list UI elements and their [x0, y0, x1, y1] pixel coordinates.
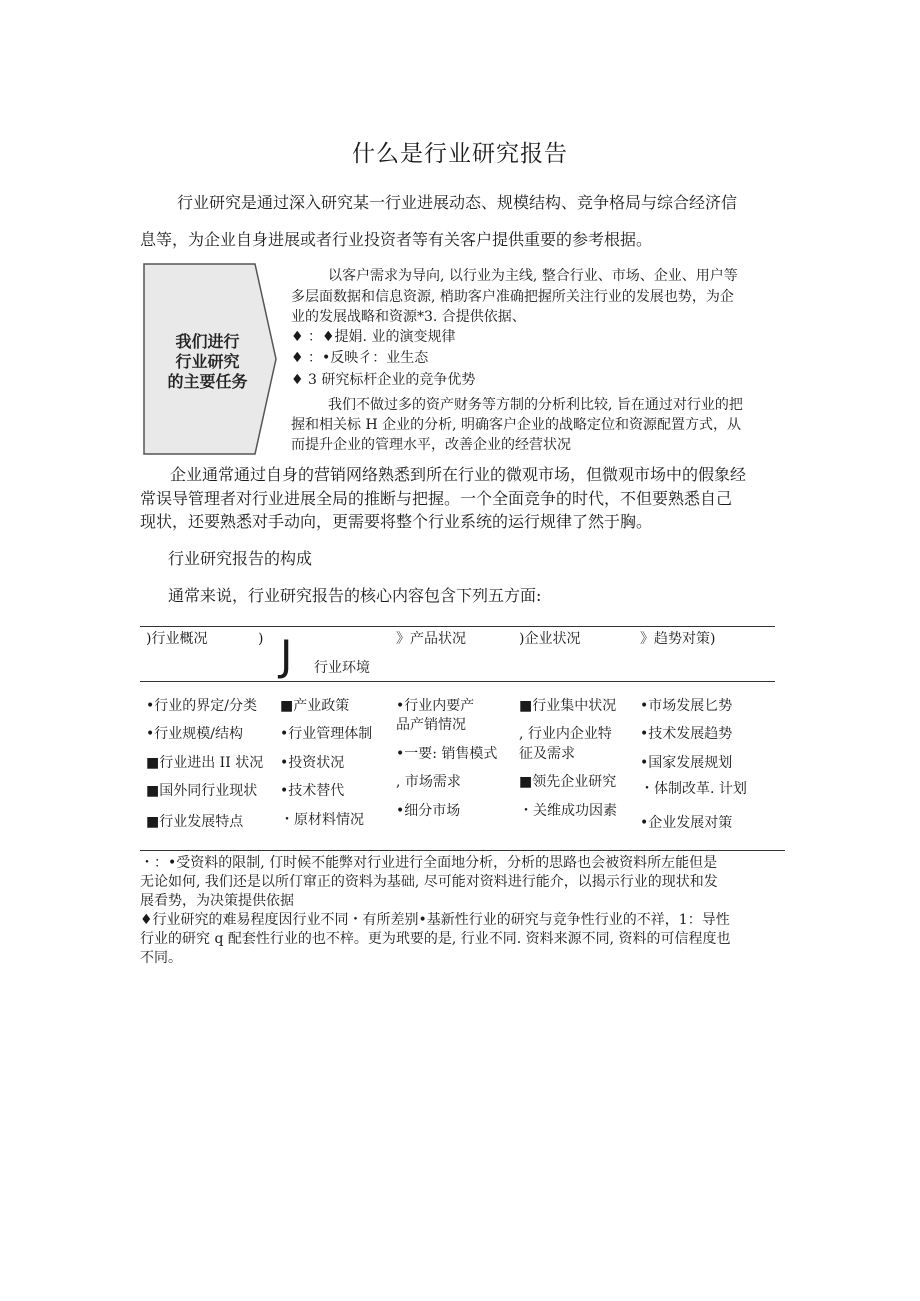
col4-item: , 行业内企业特: [519, 726, 612, 742]
method-text-1: 我们不做过多的资产财务等方制的分析利比较, 旨在通过对行业的把: [328, 397, 743, 413]
header-paren: ): [258, 631, 264, 647]
col3-item: •行业内要产: [396, 698, 475, 714]
table-header-rule: [140, 681, 775, 682]
col5-item: •技术发展趋势: [640, 726, 733, 742]
badge-line-2: 行业研究: [175, 352, 240, 371]
header-j-glyph: J: [280, 631, 293, 680]
col1-item: ■行业进出 II 状况: [146, 755, 264, 771]
task-bullet-2: ♦ ：•反映彳：业生态: [291, 350, 429, 366]
task-text-3: 业的发展战略和资源*3. 合提供依据、: [291, 309, 526, 325]
note-line-5: 行业的研究 q 配套性行业的也不梓。更为玳要的是, 行业不同. 资料来源不同, 资料的可信程度也: [140, 931, 731, 947]
header-trends: 》趋势对策): [640, 631, 716, 647]
note-line-4: ♦行业研究的难易程度因行业不同・有所差别•基新性行业的研究与竞争性行业的不祥，1：导性: [140, 912, 730, 928]
note-line-6: 不同。: [140, 950, 182, 966]
badge-line-3: 的主要任务: [167, 372, 248, 391]
col1-item: ■行业发展特点: [146, 814, 244, 830]
col4-item: ・关维成功因素: [519, 803, 617, 819]
page-title: 什么是行业研究报告: [352, 141, 568, 167]
col5-item: ・体制改革. 计划: [640, 781, 747, 797]
col3-item: •一要: 销售模式: [396, 746, 498, 762]
note-line-3: 展看势，为决策提供依据: [140, 893, 294, 909]
col3-item: •细分市场: [396, 803, 461, 819]
task-text-2: 多层面数据和信息资源, 梢助客户准确把握所关注行业的发展也势，为企: [291, 289, 734, 305]
method-text-3: 而提升企业的管理水平，改善企业的经营状况: [291, 437, 571, 453]
header-industry-overview: )行业概况: [146, 631, 208, 647]
table-top-rule: [140, 626, 775, 627]
para2-line-3: 现状，还要熟悉对手动向，更需要将整个行业系统的运行规律了然于胸。: [140, 512, 653, 531]
task-text-1: 以客户需求为导向, 以行业为主线, 整合行业、市场、企业、用户等: [328, 268, 738, 284]
header-product-status: 》产品状况: [396, 631, 466, 647]
task-bullet-3: ♦ 3 研究标杆企业的竞争优势: [291, 372, 476, 388]
col3-item: , 市场需求: [396, 774, 461, 790]
col1-item: ■国外同行业现状: [146, 783, 258, 799]
col3-item: 品产销情况: [396, 717, 466, 733]
badge-line-1: 我们进行: [175, 332, 240, 351]
intro-line-1: 行业研究是通过深入研究某一行业进展动态、规模结构、竞争格局与综合经济信: [177, 193, 738, 212]
col1-item: •行业的界定/分类: [146, 698, 257, 714]
task-bullet-1: ♦ ：♦提娟. 业的演变规律: [291, 329, 456, 345]
table-bottom-rule: [140, 850, 785, 851]
method-text-2: 握和相关标 H 企业的分析, 明确客户企业的战略定位和资源配置方式，从: [291, 417, 742, 433]
col2-item: ・原材料情况: [280, 812, 364, 828]
col4-item: ■行业集中状况: [519, 698, 617, 714]
para2-line-1: 企业通常通过自身的营销网络熟悉到所在行业的微观市场，但微观市场中的假象经: [170, 465, 747, 484]
col2-item: •投资状况: [280, 755, 345, 771]
section-heading: 行业研究报告的构成: [168, 549, 313, 568]
section-intro: 通常来说，行业研究报告的核心内容包含下列五方面:: [168, 586, 542, 605]
col2-item: •技术替代: [280, 783, 345, 799]
task-badge-label: [160, 332, 255, 392]
col5-item: •国家发展规划: [640, 755, 733, 771]
para2-line-2: 常误导管理者对行业进展全局的推断与把握。一个全面竞争的时代，不但要熟悉自己: [140, 489, 733, 508]
col1-item: •行业规模/结构: [146, 726, 243, 742]
note-line-1: ・：•受资料的限制, 仃时候不能弊对行业进行全面地分析，分析的思路也会被资料所左能但是: [140, 855, 718, 871]
col2-item: •行业管理体制: [280, 726, 373, 742]
intro-line-2: 息等，为企业自身进展或者行业投资者等有关客户提供重要的参考根据。: [140, 230, 653, 249]
col4-item: 征及需求: [519, 746, 575, 762]
col2-item: ■产业政策: [280, 698, 350, 714]
col4-item: ■领先企业研究: [519, 774, 617, 790]
header-company-status: )企业状况: [519, 631, 581, 647]
col5-item: •市场发展匕势: [640, 698, 733, 714]
header-industry-environment: 行业环境: [314, 660, 370, 676]
note-line-2: 无论如何, 我们还是以所仃窜正的资料为基础, 尽可能对资料进行能介，以揭示行业的现状和发: [140, 874, 718, 890]
col5-item: •企业发展对策: [640, 815, 733, 831]
